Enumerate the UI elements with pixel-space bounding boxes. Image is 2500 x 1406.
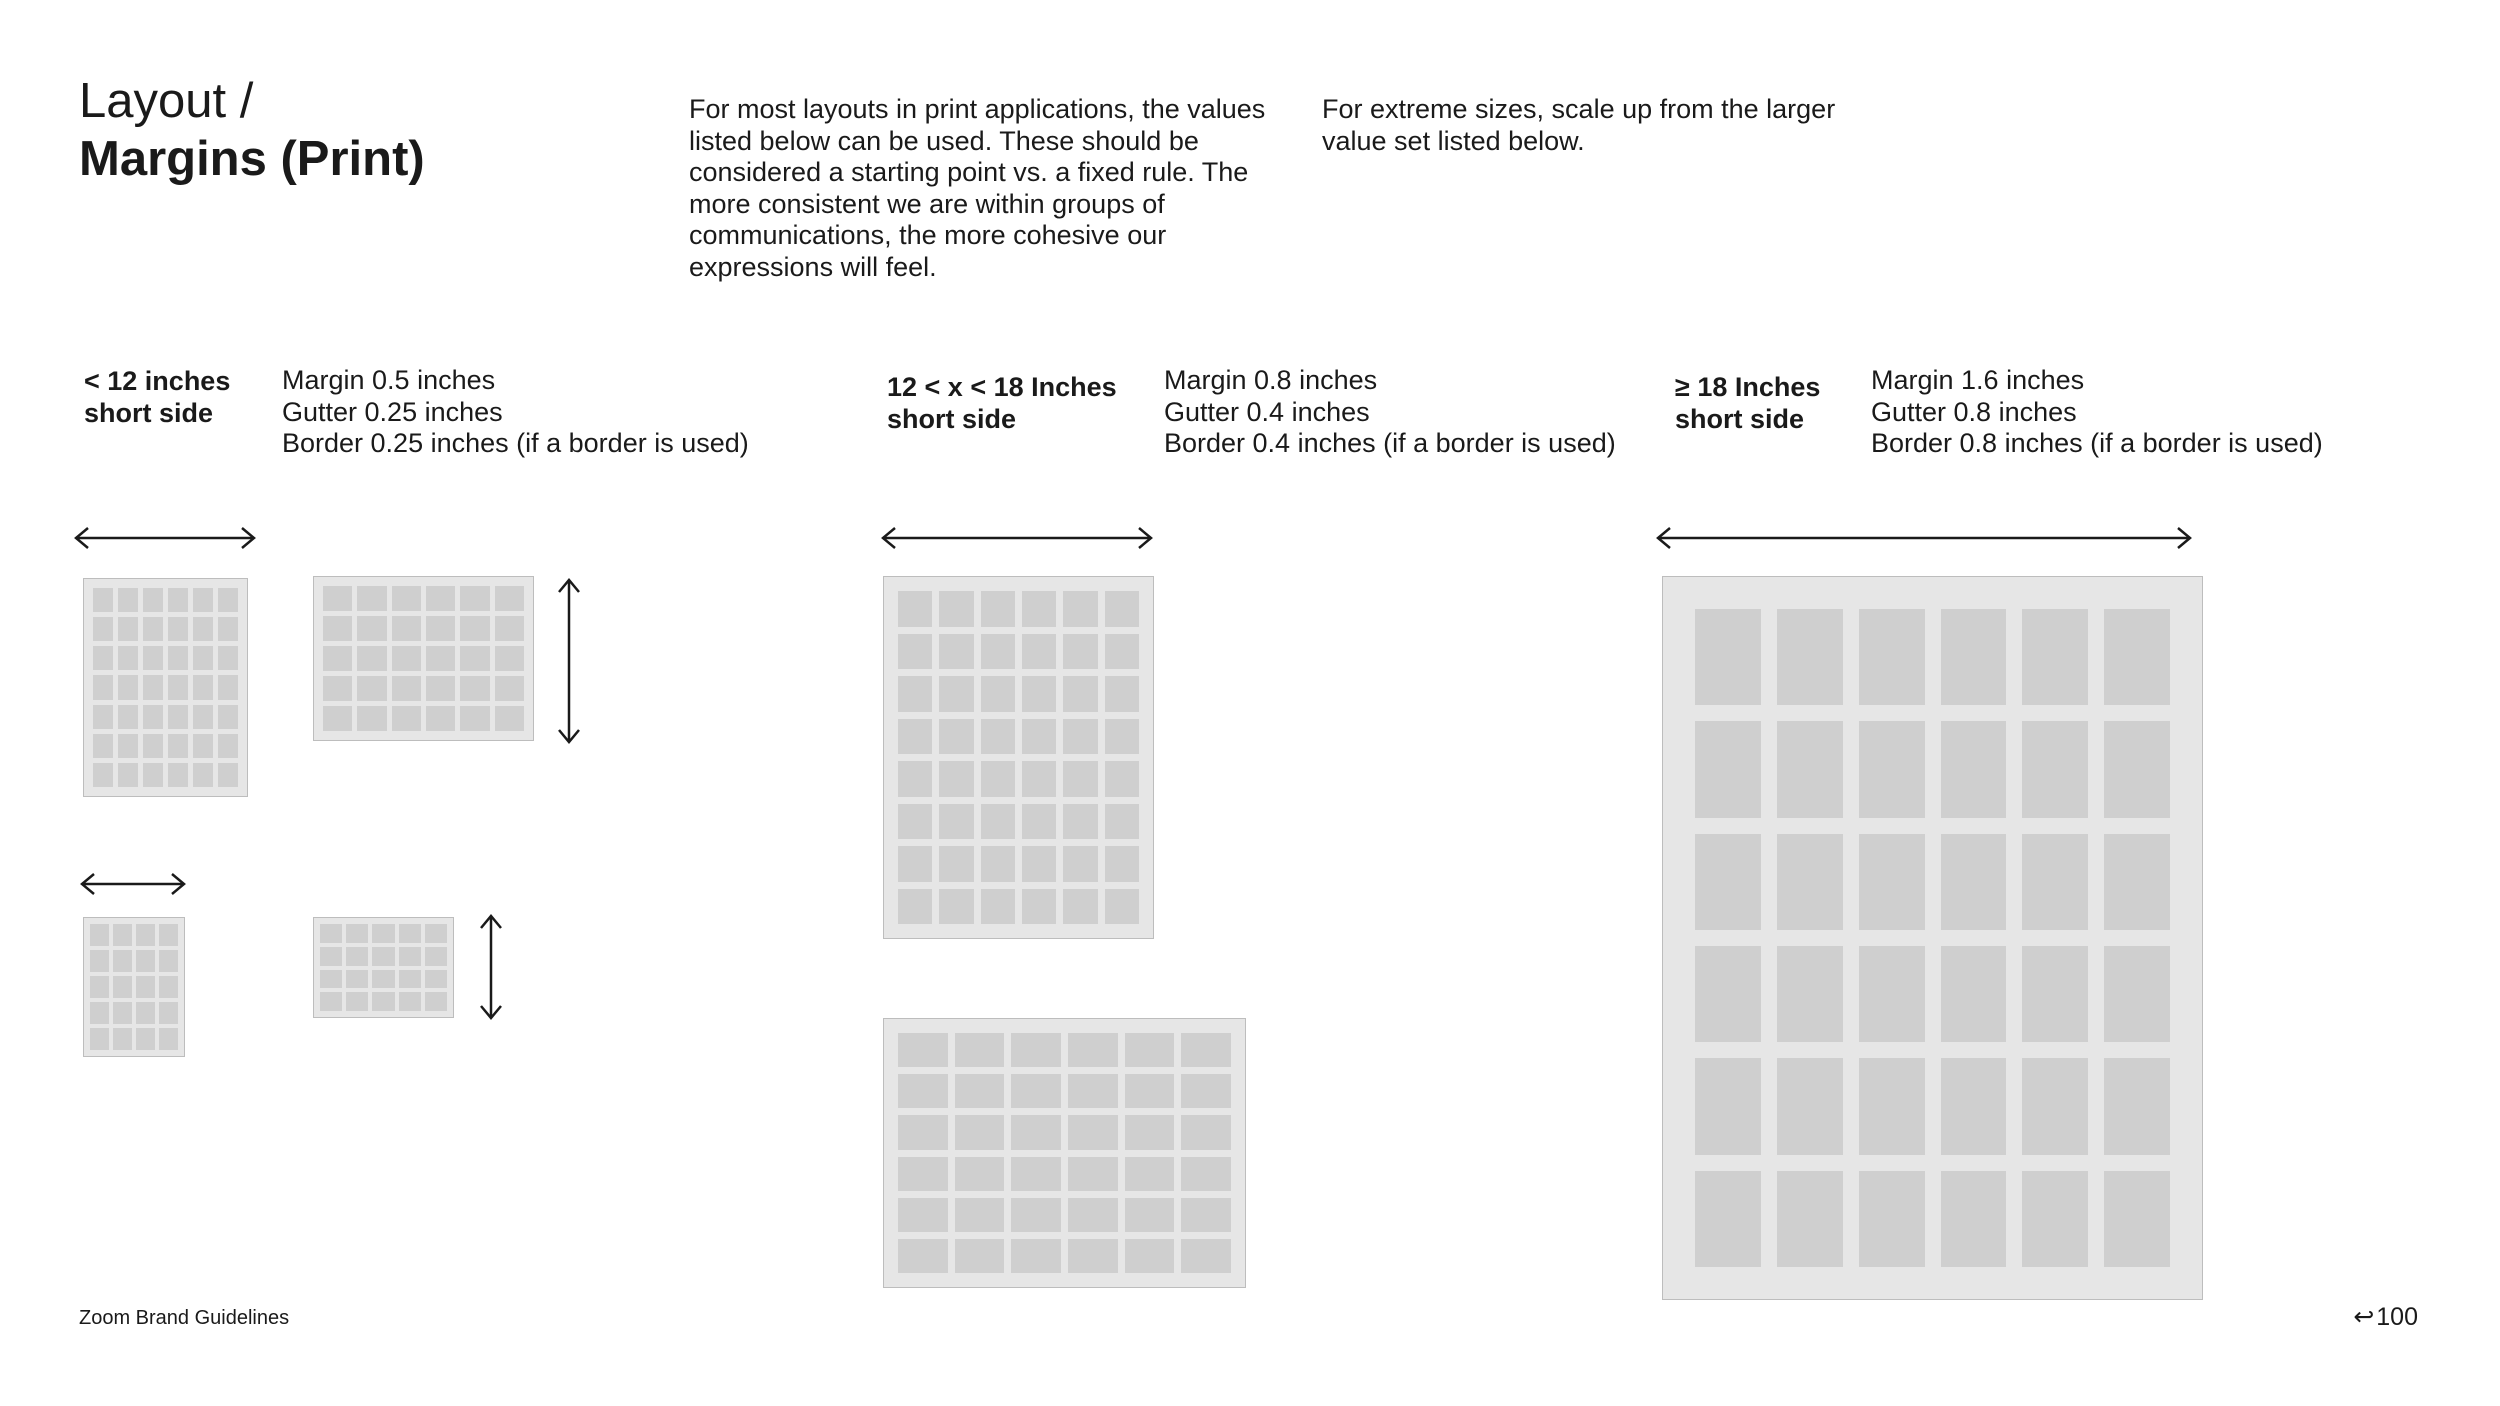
grid-module (168, 734, 188, 758)
grid-module (1941, 1171, 2007, 1267)
grid-module (357, 706, 386, 731)
grid-module (1105, 719, 1139, 755)
tier-large-border: Border 0.8 inches (if a border is used) (1871, 428, 2323, 458)
grid-module (193, 646, 213, 670)
grid-module (392, 676, 421, 701)
grid-module (1068, 1239, 1118, 1273)
grid-module (218, 734, 238, 758)
grid-module (1181, 1157, 1231, 1191)
tier-medium-margin: Margin 0.8 inches (1164, 365, 1378, 395)
grid-module (168, 617, 188, 641)
grid-module (168, 588, 188, 612)
grid-module (372, 992, 394, 1011)
grid-module (981, 719, 1015, 755)
grid-module (426, 706, 455, 731)
tier-large-label-line1: ≥ 18 Inches (1675, 372, 1821, 402)
grid-module (1695, 1058, 1761, 1154)
grid-module (460, 646, 489, 671)
grid-module (136, 1028, 155, 1050)
intro-paragraph: For most layouts in print applications, the values listed below can be used. These should be considered a starting point vs. a fixed rule. The more consistent we are within groups of communications, the more cohesive our expressions will feel. (689, 94, 1266, 282)
grid-module (193, 617, 213, 641)
grid-module (2104, 609, 2170, 705)
grid-module (426, 586, 455, 611)
grid-module (357, 646, 386, 671)
grid-module (425, 970, 447, 989)
grid-module (1105, 676, 1139, 712)
grid-module (2022, 609, 2088, 705)
double-arrow-horizontal-icon (76, 868, 190, 900)
grid-module (898, 804, 932, 840)
grid-module (90, 976, 109, 998)
tier-large-values (1871, 365, 2323, 460)
grid-module (1063, 889, 1097, 925)
grid-module (2104, 946, 2170, 1042)
grid-module (2022, 721, 2088, 817)
grid-module (168, 705, 188, 729)
grid-module (1695, 609, 1761, 705)
grid-module (939, 846, 973, 882)
grid-module (90, 924, 109, 946)
tier-large-margin: Margin 1.6 inches (1871, 365, 2085, 395)
grid-module (1068, 1115, 1118, 1149)
grid-module (898, 889, 932, 925)
grid-module (939, 889, 973, 925)
grid-module (1011, 1115, 1061, 1149)
grid-module (1125, 1239, 1175, 1273)
footer-brand: Zoom Brand Guidelines (79, 1307, 290, 1329)
grid-module (1063, 591, 1097, 627)
grid-module (495, 706, 524, 731)
grid-module (113, 1002, 132, 1024)
grid-module (323, 586, 352, 611)
grid-module (495, 586, 524, 611)
tier-medium-values (1164, 365, 1616, 460)
tier-small-label-line1: < 12 inches (84, 366, 231, 396)
grid-module (1011, 1074, 1061, 1108)
grid-module (955, 1033, 1005, 1067)
grid-module (955, 1115, 1005, 1149)
grid-module (1063, 804, 1097, 840)
grid-module (218, 763, 238, 787)
grid-module (1063, 846, 1097, 882)
grid-module (1063, 719, 1097, 755)
grid-module (2022, 1058, 2088, 1154)
grid-module (1777, 721, 1843, 817)
grid-module (981, 889, 1015, 925)
grid-module (143, 617, 163, 641)
grid-module (218, 675, 238, 699)
grid-medium-portrait (883, 576, 1154, 939)
grid-module (939, 804, 973, 840)
grid-module (346, 924, 368, 943)
grid-module (346, 947, 368, 966)
grid-module (898, 676, 932, 712)
tier-small-values (282, 365, 749, 460)
grid-module (955, 1239, 1005, 1273)
grid-module (143, 588, 163, 612)
grid-module (981, 676, 1015, 712)
grid-module (1022, 676, 1056, 712)
grid-module (118, 705, 138, 729)
grid-module (939, 719, 973, 755)
grid-module (1011, 1033, 1061, 1067)
grid-module (460, 586, 489, 611)
page-title-prefix: Layout / (79, 74, 254, 128)
grid-module (136, 924, 155, 946)
grid-module (425, 924, 447, 943)
grid-module (372, 947, 394, 966)
grid-module (320, 924, 342, 943)
grid-module (218, 646, 238, 670)
grid-module (323, 646, 352, 671)
grid-module (1105, 761, 1139, 797)
grid-module (159, 950, 178, 972)
double-arrow-horizontal-icon (877, 522, 1157, 554)
grid-module (159, 976, 178, 998)
grid-module (1695, 946, 1761, 1042)
grid-module (898, 591, 932, 627)
grid-module (1105, 846, 1139, 882)
grid-module (399, 970, 421, 989)
grid-module (168, 763, 188, 787)
grid-module (113, 924, 132, 946)
tier-medium-label (887, 371, 1117, 435)
grid-module (1777, 609, 1843, 705)
grid-module (113, 1028, 132, 1050)
grid-module (495, 646, 524, 671)
grid-module (1022, 591, 1056, 627)
grid-module (357, 676, 386, 701)
grid-module (898, 634, 932, 670)
margin-area (884, 1019, 1245, 1287)
grid-module (1695, 834, 1761, 930)
tier-large-label-line2: short side (1675, 404, 1805, 434)
grid-module (392, 706, 421, 731)
grid-module (399, 924, 421, 943)
grid-module (460, 676, 489, 701)
grid-module (495, 676, 524, 701)
grid-module (1181, 1074, 1231, 1108)
grid-module (218, 705, 238, 729)
grid-module (1068, 1198, 1118, 1232)
grid-large-portrait (1662, 576, 2203, 1300)
grid-module (1068, 1157, 1118, 1191)
grid-module (981, 804, 1015, 840)
grid-module (372, 970, 394, 989)
grid-module (93, 675, 113, 699)
tier-small-label (84, 365, 230, 429)
grid-module (426, 646, 455, 671)
grid-module (159, 1028, 178, 1050)
grid-module (357, 586, 386, 611)
grid-module (1125, 1198, 1175, 1232)
grid-module (320, 947, 342, 966)
grid-module (392, 646, 421, 671)
grid-module (898, 719, 932, 755)
tier-small-margin: Margin 0.5 inches (282, 365, 496, 395)
grid-module (93, 734, 113, 758)
grid-module (1859, 946, 1925, 1042)
grid-module (495, 616, 524, 641)
grid-module (1941, 946, 2007, 1042)
grid-module (372, 924, 394, 943)
grid-module (357, 616, 386, 641)
grid-module (1941, 721, 2007, 817)
grid-module (1105, 804, 1139, 840)
grid-module (1063, 761, 1097, 797)
grid-module (1022, 889, 1056, 925)
grid-module (218, 617, 238, 641)
tier-medium-label-line2: short side (887, 404, 1017, 434)
grid-module (93, 763, 113, 787)
grid-module (1063, 676, 1097, 712)
tier-medium-gutter: Gutter 0.4 inches (1164, 396, 1370, 427)
grid-module (2104, 721, 2170, 817)
grid-module (955, 1198, 1005, 1232)
grid-module (113, 976, 132, 998)
grid-module (1859, 1058, 1925, 1154)
double-arrow-horizontal-icon (70, 522, 260, 554)
grid-module (1105, 634, 1139, 670)
grid-module (90, 1002, 109, 1024)
grid-module (399, 992, 421, 1011)
grid-module (1181, 1239, 1231, 1273)
grid-module (118, 734, 138, 758)
grid-module (898, 1157, 948, 1191)
grid-module (323, 616, 352, 641)
grid-module (323, 676, 352, 701)
grid-module (1125, 1157, 1175, 1191)
grid-module (898, 1239, 948, 1273)
grid-module (193, 675, 213, 699)
grid-module (2104, 1171, 2170, 1267)
grid-module (399, 947, 421, 966)
grid-module (425, 947, 447, 966)
grid-module (1022, 846, 1056, 882)
grid-module (392, 616, 421, 641)
grid-module (193, 588, 213, 612)
grid-module (939, 761, 973, 797)
tier-large-label (1675, 371, 1820, 435)
page-title: Margins (Print) (79, 132, 425, 186)
margin-area (884, 577, 1153, 938)
grid-module (1022, 634, 1056, 670)
tier-small-border: Border 0.25 inches (if a border is used) (282, 428, 749, 458)
grid-module (323, 706, 352, 731)
grid-module (118, 588, 138, 612)
grid-module (1777, 834, 1843, 930)
grid-module (1011, 1198, 1061, 1232)
grid-module (1859, 609, 1925, 705)
grid-module (898, 1033, 948, 1067)
grid-module (981, 846, 1015, 882)
grid-module (168, 646, 188, 670)
grid-module (1105, 591, 1139, 627)
grid-module (1011, 1239, 1061, 1273)
tier-large-gutter: Gutter 0.8 inches (1871, 396, 2077, 427)
grid-module (1181, 1198, 1231, 1232)
grid-module (425, 992, 447, 1011)
grid-module (2022, 946, 2088, 1042)
grid-module (136, 1002, 155, 1024)
grid-module (1941, 834, 2007, 930)
grid-module (143, 646, 163, 670)
grid-module (118, 646, 138, 670)
grid-module (1068, 1033, 1118, 1067)
grid-module (1695, 721, 1761, 817)
grid-xsmall-landscape (313, 917, 454, 1018)
grid-module (193, 734, 213, 758)
page-number-link[interactable] (2353, 1302, 2418, 1332)
return-arrow-icon: ↩ (2353, 1303, 2375, 1331)
grid-module (955, 1074, 1005, 1108)
double-arrow-horizontal-icon (1652, 522, 2196, 554)
grid-module (2022, 834, 2088, 930)
grid-module (136, 950, 155, 972)
grid-module (939, 634, 973, 670)
grid-module (981, 761, 1015, 797)
grid-module (168, 675, 188, 699)
grid-module (143, 734, 163, 758)
grid-module (1063, 634, 1097, 670)
grid-module (1011, 1157, 1061, 1191)
grid-module (2022, 1171, 2088, 1267)
margin-area (314, 918, 453, 1017)
grid-module (1181, 1115, 1231, 1149)
grid-module (2104, 1058, 2170, 1154)
grid-module (981, 591, 1015, 627)
grid-module (1859, 834, 1925, 930)
grid-module (1941, 1058, 2007, 1154)
grid-module (143, 763, 163, 787)
double-arrow-vertical-icon (475, 912, 507, 1022)
grid-module (939, 676, 973, 712)
grid-module (93, 617, 113, 641)
grid-xsmall-portrait (83, 917, 185, 1057)
grid-module (118, 763, 138, 787)
grid-module (1068, 1074, 1118, 1108)
grid-module (218, 588, 238, 612)
grid-module (346, 970, 368, 989)
grid-module (346, 992, 368, 1011)
margin-area (314, 577, 533, 740)
grid-module (93, 646, 113, 670)
grid-module (898, 1074, 948, 1108)
page-number: 100 (2376, 1303, 2418, 1331)
grid-module (320, 992, 342, 1011)
grid-module (90, 950, 109, 972)
grid-module (1125, 1115, 1175, 1149)
grid-module (93, 705, 113, 729)
grid-small-portrait (83, 578, 248, 797)
grid-module (898, 761, 932, 797)
margin-area (1663, 577, 2202, 1299)
grid-module (159, 1002, 178, 1024)
margin-area (84, 579, 247, 796)
grid-small-landscape (313, 576, 534, 741)
grid-module (1022, 804, 1056, 840)
grid-module (1022, 761, 1056, 797)
grid-module (1941, 609, 2007, 705)
grid-module (2104, 834, 2170, 930)
grid-module (1022, 719, 1056, 755)
grid-module (1125, 1074, 1175, 1108)
grid-module (898, 1198, 948, 1232)
grid-module (1777, 1171, 1843, 1267)
tier-medium-label-line1: 12 < x < 18 Inches (887, 372, 1117, 402)
grid-module (136, 976, 155, 998)
grid-module (1777, 946, 1843, 1042)
grid-module (1859, 721, 1925, 817)
grid-module (159, 924, 178, 946)
grid-module (143, 675, 163, 699)
grid-module (113, 950, 132, 972)
tier-small-label-line2: short side (84, 398, 214, 428)
grid-module (981, 634, 1015, 670)
grid-module (118, 675, 138, 699)
grid-module (898, 846, 932, 882)
tier-medium-border: Border 0.4 inches (if a border is used) (1164, 428, 1616, 458)
grid-module (1181, 1033, 1231, 1067)
grid-module (460, 616, 489, 641)
tier-small-gutter: Gutter 0.25 inches (282, 396, 503, 427)
grid-module (1777, 1058, 1843, 1154)
grid-module (1695, 1171, 1761, 1267)
grid-module (1859, 1171, 1925, 1267)
extreme-sizes-note: For extreme sizes, scale up from the larger value set listed below. (1322, 94, 1836, 156)
grid-module (392, 586, 421, 611)
grid-module (426, 616, 455, 641)
grid-module (898, 1115, 948, 1149)
grid-module (193, 705, 213, 729)
grid-module (93, 588, 113, 612)
grid-module (460, 706, 489, 731)
grid-module (193, 763, 213, 787)
grid-medium-landscape (883, 1018, 1246, 1288)
grid-module (939, 591, 973, 627)
grid-module (1105, 889, 1139, 925)
grid-module (426, 676, 455, 701)
grid-module (90, 1028, 109, 1050)
margin-area (84, 918, 184, 1056)
grid-module (143, 705, 163, 729)
grid-module (955, 1157, 1005, 1191)
grid-module (320, 970, 342, 989)
grid-module (1125, 1033, 1175, 1067)
double-arrow-vertical-icon (553, 576, 585, 746)
grid-module (118, 617, 138, 641)
